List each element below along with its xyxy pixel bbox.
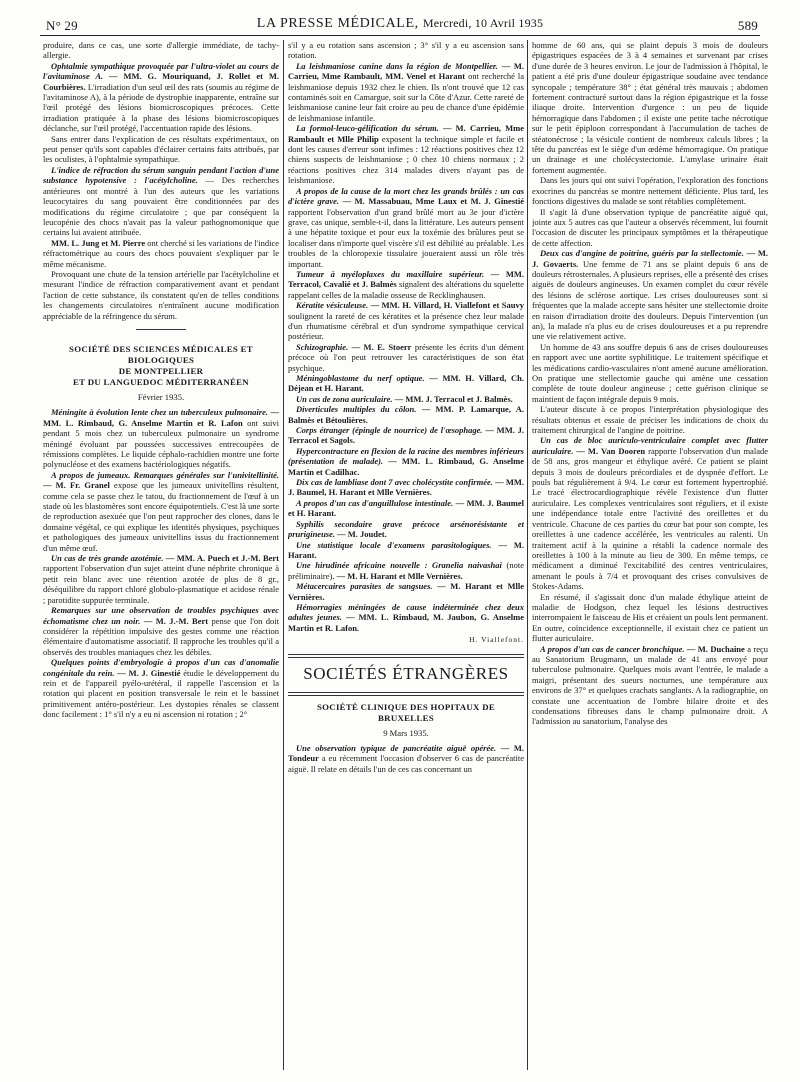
- column-divider: [283, 40, 284, 1070]
- communication-authors: — M. Van Dooren: [576, 445, 646, 456]
- communication-authors: — M. H. Harant et Mlle Vernières.: [336, 570, 463, 581]
- section-rule: [136, 329, 186, 330]
- communication-text: rapportent l'observation d'un sujet atteint d'une néphrite chronique à petit rein blanc avec une rétention azotée de plus de 8 gr., déséquilibre du rapport chloré globulo-plasmatique et acidose rénale ; parotidite suppurée terminale.: [43, 563, 279, 605]
- communication: [288, 342, 524, 373]
- communication-text: a eu récemment l'occasion d'observer 6 cas de pancréatite aiguë. Il relate en détails l'un de ces cas concernant un: [288, 753, 524, 774]
- communication-title: Diverticules multiples du côlon.: [296, 404, 417, 415]
- communication: [43, 657, 279, 719]
- communication-text: étudie le développement du rein et de l'appareil pyélo-urétéral, il rappelle l'ascension et la rotation qui placent en position transversale le rein et le bassinet primitivement antéro-postérieur. Les dystopies rénales se classent donc facilement : 1° s'il n'y a eu ni ascension ni rotation ; 2°: [43, 667, 279, 720]
- communication-text: a reçu au Sanatorium Brugmann, un malade de 41 ans envoyé pour tuberculose pulmonaire. Quelques mois avant l'entrée, le malade a maigri, présentant des sueurs nocturnes, une température aux environs de 37° et quelques crachats sanglants. A la radiographie, on constate une accentuation de l'ombre hilaire droite et des condensations fibreuses dans le champ pulmonaire droit. A l'admission au sanatorium, l'analyse des: [532, 643, 768, 727]
- communication-authors: — M. Joudet.: [337, 529, 387, 540]
- communication: [43, 605, 279, 657]
- communication-title: Une statistique locale d'examens parasitologiques.: [296, 539, 492, 550]
- issue-date: Mercredi, 10 Avril 1935: [422, 16, 544, 30]
- communication-authors: — M. J. Govaerts.: [532, 248, 768, 269]
- communication-text: expose que les jumeaux univitellins résultent, comme cela se passe chez le tatou, du fractionnement de l'œuf à un stade où les blastomères sont encore équipotentiels. C'est là une sorte de reproduction asexuée que l'on peut rapprocher des clones, dans le domaine végétal, ce qui explique les identités physiques, psychiques et pathologiques des jumeaux univitellins issus du fractionnement d'un même œuf.: [43, 480, 279, 553]
- communication-text: présente les écrits d'un dément précoce où l'on peut retrouver les caractéristiques de son état psychique.: [288, 341, 524, 373]
- communication: [288, 540, 524, 561]
- communication-title: Schizographie.: [296, 341, 349, 352]
- communication-title: A propos d'un cas d'anguillulose intestinale.: [296, 497, 454, 508]
- communication-text: soulignent la rareté de ces kératites et la présence chez leur malade d'un rhumatisme cérébral et d'un syndrome sympathique cervical postérieur.: [288, 310, 524, 342]
- communication-title: Méningoblastome du nerf optique.: [296, 373, 425, 383]
- communication-title: Une hirudinée africaine nouvelle : Granelia naivashai: [296, 560, 502, 571]
- communication-authors: — MM. J. Baumel et H. Harant.: [288, 497, 524, 519]
- communication-title: L'indice de réfraction du sérum sanguin pendant l'action d'une substance hypotensive : l'acétylcholine.: [43, 164, 279, 186]
- communication-text: pense que l'on doit considérer la répétition impulsive des gestes comme une réaction élémentaire d'automatisme associatif. Il rapproche les troubles qu'il a observés des troubles maniaques chez les débiles.: [43, 615, 279, 657]
- paragraph: homme de 60 ans, qui se plaint depuis 3 mois de douleurs épigastriques espacées de 3 à 4 semaines et survenant par crises d'une durée de 3 heures environ. Le jour de l'admission à l'hôpital, le patient a été pris d'une douleur épigastrique soudaine avec tendance syncopale ; température 38° ; état général très mauvais ; abdomen fortement contracturé surtout dans la région épigastrique et la fosse iliaque droite. Intervention d'urgence : un peu de liquide hémorragique dans l'abdomen ; il existe une petite tache nécrotique sur le petit épiploon correspondant à l'accumulation de taches de stéatonécrose ; la vésicule contient de nombreux calculs libres ; la tête du pancréas est le siège d'un œdème hémorragique. On pratique un drainage et une cholécystectomie. L'amylase urinaire était fortement augmentée.: [532, 40, 768, 175]
- communication-text: L'irradiation d'un seul œil des rats (soumis au régime de l'avitaminose A), à la période de dystrophie inapparente, entraîne sur l'œil protégé des lésions biomicroscopiques précoces. Cette irradiation pratiquée à la phase des lésions biomicroscopiques déclanche, sur l'œil protégé, l'accentuation rapide des lésions.: [43, 81, 279, 134]
- communication-authors: — M. Duchaine: [686, 643, 745, 654]
- communication-authors: — M. Harant.: [288, 539, 524, 560]
- paragraph: Il s'agit là d'une observation typique de pancréatite aiguë qui, jointe aux 5 autres cas que l'auteur a observés récemment, lui fournit l'occasion de discuter les principaux symptômes et la thérapeutique de cette affection.: [532, 206, 768, 248]
- header-rule: [40, 35, 760, 36]
- communication: [288, 477, 524, 498]
- communication-title: La leishmaniose canine dans la région de Montpellier.: [296, 60, 498, 71]
- column-2: [288, 40, 524, 1070]
- communication: [288, 446, 524, 477]
- communication-authors: — M. Massabuau, Mme Laux et M. J. Ginestié: [342, 196, 524, 207]
- communication-text: — Des recherches antérieures ont montré à l'un des auteurs que les variations leucocytaires du sang pouvaient être conditionnées par des modifications du régime circulatoire ; que par conséquent la leucopénie des chocs n'avait pas la valeur pathognomonique que certains lui avaient attribuée.: [43, 175, 279, 238]
- paragraph: Un homme de 43 ans souffre depuis 6 ans de crises douloureuses en rapport avec une aortite syphilitique. Le traitement spécifique et les médications cardio-vasculaires n'ont amené aucune amélioration. On pratique une stellectomie gauche qui amène une cessation complète de toute douleur angineuse ; cette guérison clinique se maintient de façon intégrale depuis 9 mois.: [532, 341, 768, 404]
- society-heading: [43, 344, 279, 388]
- communication-title: Remarques sur une observation de troubles psychiques avec échomatisme chez un noir.: [43, 605, 279, 626]
- paragraph: Sans entrer dans l'explication de ces résultats expérimentaux, on peut penser qu'ils sont capables d'éclairer certains faits attribués, par les oculistes, à l'ophtalmie sympathique.: [43, 133, 279, 165]
- communication-authors: — MM. Terracol, Cavalié et J. Balmès: [288, 268, 524, 290]
- communication-title: Un cas de zona auriculaire.: [296, 393, 393, 404]
- communication-authors: — M. J.-M. Bert: [143, 615, 209, 626]
- communication-authors: — M. J. Ginestié: [117, 667, 181, 678]
- communication-title: A propos d'un cas de cancer bronchique.: [540, 643, 685, 654]
- communication-authors: — M. Tondeur: [288, 742, 524, 764]
- communication: [532, 248, 768, 342]
- page-number: 589: [737, 18, 758, 33]
- column-3: [532, 40, 768, 1070]
- section-heading: SOCIÉTÉS ÉTRANGÈRES: [303, 663, 509, 683]
- communication-authors: — MM. L. Rimbaud, M. Jaubon, G. Anselme Martin et R. Lafon.: [288, 612, 524, 633]
- communication: [288, 123, 524, 185]
- communication-authors: — MM. J. Baumel, H. Harant et Mlle Vernières.: [288, 477, 524, 498]
- communication-authors: — MM. J. Terracol et Sagols.: [288, 425, 524, 446]
- paragraph: Provoquant une chute de la tension artérielle par l'acétylcholine et mesurant l'indice de réfraction comparativement avant et pendant l'action de cette substance, ils constatent qu'en de telles conditions les changements circulatoires n'entraînent aucune modification appréciable de la réfringence du sérum.: [43, 268, 279, 321]
- communication-title: La formol-leuco-gélification du sérum.: [296, 123, 439, 134]
- communication-authors: — MM. P. Lamarque, A. Balmès et Bétoulières.: [288, 404, 524, 425]
- communication: [532, 435, 768, 591]
- paragraph: s'il y a eu rotation sans ascension ; 3° s'il y a eu ascension sans rotation.: [288, 40, 524, 61]
- communication-authors: — MM. L. Rimbaud, G. Anselme Martin et R. Lafon: [43, 407, 279, 428]
- communication: [288, 186, 524, 269]
- communication-text: signalent des altérations du squelette rappelant celles de la maladie osseuse de Recklinghausen.: [288, 279, 524, 300]
- paragraph: En résumé, il s'agissait donc d'un malade éthylique atteint de maladie de Hodgson, chez lequel les lésions destructives interrompaient le faisceau de His et créaient un pouls lent permanent. En outre, coïncidence exceptionnelle, il existait chez ce patient un flutter auriculaire.: [532, 591, 768, 644]
- session-date: Février 1935.: [137, 391, 185, 402]
- communication: [288, 394, 524, 404]
- society-heading: SOCIÉTÉ CLINIQUE DES HOPITAUX DE BRUXELLES: [316, 701, 496, 723]
- communication-authors: — M. Fr. Granel: [43, 480, 110, 491]
- journal-title: [40, 16, 760, 32]
- communication-authors: — M. Carrieu, Mme Rambault et Mlle Philip: [288, 123, 524, 144]
- society-heading-line: SOCIÉTÉ DES SCIENCES MÉDICALES ET BIOLOGIQUES: [69, 343, 253, 365]
- communication: [43, 553, 279, 605]
- communication: [288, 602, 524, 633]
- communication: [288, 61, 524, 123]
- communication: [288, 560, 524, 581]
- communication: [288, 519, 524, 540]
- communication-title: Hypercontracture en flexion de la racine des membres inférieurs (présentation de malade).: [288, 445, 524, 467]
- page-header: [40, 14, 760, 36]
- communication-title: Une observation typique de pancréatite aiguë opérée.: [296, 742, 497, 753]
- society-heading-line: ET DU LANGUEDOC MÉDITERRANÉEN: [73, 376, 249, 387]
- communication-title: Ophtalmie sympathique provoquée par l'ultra-violet au cours de l'avitaminose A.: [43, 60, 279, 82]
- paragraph: [43, 238, 279, 269]
- communication-title: A propos de jumeaux. Remarques générales sur l'univitellinité.: [51, 469, 279, 480]
- paragraph: L'auteur discute à ce propos l'interprétation physiologique des résultats obtenus et essaie de préciser les indications de choix du traitement chirurgical de l'angine de poitrine.: [532, 404, 768, 436]
- section-rule: [288, 692, 524, 696]
- communication-title: Un cas de très grande azotémie.: [51, 553, 164, 564]
- communication-title: Deux cas d'angine de poitrine, guéris par la stellectomie.: [540, 248, 744, 259]
- communication-title: Un cas de bloc auriculo-ventriculaire complet avec flutter auriculaire.: [532, 435, 768, 456]
- paragraph: produire, dans ce cas, une sorte d'allergie immédiate, de tachy-allergie.: [43, 40, 279, 61]
- communication: [43, 407, 279, 469]
- communication: [288, 498, 524, 519]
- communication: [288, 300, 524, 342]
- communication: [288, 269, 524, 300]
- communication: [532, 644, 768, 727]
- communication-title: Syphilis secondaire grave précoce arsénorésistante et prurigineuse.: [288, 518, 524, 540]
- communication: [288, 425, 524, 446]
- communication-authors: — MM. H. Villard, H. Viallefont et Sauvy: [370, 300, 524, 311]
- column-1: [43, 40, 279, 1070]
- communication-title: Méningite à évolution lente chez un tuberculeux pulmonaire.: [51, 407, 268, 418]
- session-date: 9 Mars 1935.: [383, 727, 429, 738]
- communication-authors: — MM. G. Mouriquand, J. Rollet et M. Courbières.: [43, 71, 279, 92]
- society-heading-line: DE MONTPELLIER: [118, 365, 204, 376]
- communication-title: Métacercaires parasites de sangsues.: [296, 581, 433, 592]
- communication-text: ont cherché si les variations de l'indice réfractométrique au cours des chocs pouvaient s'expliquer par le même mécanisme.: [43, 237, 279, 269]
- communication: [43, 165, 279, 238]
- communication: [288, 743, 524, 774]
- communication-text: ont suivi pendant 5 mois chez un tuberculeux pulmonaire un syndrome méningé évoluant par poussées successives entrecoupées de rémissions complètes. Le liquide céphalo-rachidien montre une forte polynucléose et des examens bactériologiques négatifs.: [43, 417, 279, 470]
- communication-note: (note préliminaire).: [288, 560, 524, 581]
- journal-name: LA PRESSE MÉDICALE,: [256, 16, 419, 31]
- communication: [288, 404, 524, 425]
- communication: [288, 373, 524, 394]
- communication-title: Tumeur à myéloplaxes du maxillaire supérieur.: [296, 268, 485, 279]
- communication-title: Kératite vésiculeuse.: [296, 300, 369, 311]
- communication-text: Une femme de 71 ans se plaint depuis 6 ans de douleurs rétrosternales. A plusieurs reprises, elle a présenté des crises aiguës de douleurs angineuses. Un examen complet du cœur révèle des lésions de sclérose aortique. Les crises douloureuses sont si fréquentes que la malade accepte sans hésiter une stellectomie droite en raison d'irradiation droite des douleurs. Depuis l'intervention (un an), la malade n'a plus eu de crises douloureuses et a pu reprendre une vie relativement active.: [532, 258, 768, 342]
- communication-text: ont recherché la leishmaniose depuis 1932 chez le chien. Ils n'ont trouvé que 12 cas contaminés soit en Camargue, soit sur la Côte d'Azur. Cette rareté de leishmaniose canine leur fait croire au peu de chance d'une épidémie de leishmaniose infantile.: [288, 71, 524, 123]
- communication-authors: — M. E. Stoerr: [351, 341, 412, 352]
- communication-title: Corps étranger (épingle de nourrice) de l'œsophage.: [296, 425, 483, 436]
- report-signature: H. Viallefont.: [469, 635, 524, 645]
- column-divider: [527, 40, 528, 1070]
- communication-text: rapporte l'observation d'un malade de 58 ans, gros mangeur et éthylique avéré. Ce patient se plaint depuis 3 mois de douleurs précordiales et de dyspnée d'effort. Le pouls bat régulièrement à 9/4. Le cœur est fortement hypertrophié. Le tracé électrocardiographique révèle l'existence d'un flutter auriculaire. Les complexes ventriculaires sont réguliers, et il existe une indépendance totale entre l'activité des oreillettes et du ventricule. Chacune de ces parties du cœur bat pour son compte, les oreillettes à une cadence accélérée, les ventricules au ralenti. Un traitement actif à la quinine a rétabli la cadence normale des oreillettes à 100 à la minute au lieu de 300. En même temps, ce médicament a diminué l'excitabilité des centres ventriculaires, amenant le pouls à 7/4 et provoquant des crises convulsives de Stokes-Adams.: [532, 445, 768, 592]
- communication-text: rapportent l'observation d'un grand brûlé mort au 3e jour d'ictère grave, cas unique, semble-t-il, dans la littérature. Les auteurs pensent à une hépatite toxique et pour eux la toxémie des brûlures peut se localiser dans n'importe quel viscère s'il est débilité au préalable. Les troubles de la chloropexie tissulaire joueraient aussi un rôle très important.: [288, 206, 524, 269]
- communication-title: Quelques points d'embryologie à propos d'un cas d'anomalie congénitale du rein.: [43, 657, 279, 678]
- communication-authors: MM. L. Jung et M. Pierre: [51, 237, 146, 248]
- communication-authors: — M. Carrieu, Mme Rambault, MM. Venel et Harant: [288, 60, 524, 82]
- communication-authors: — M. Harant et Mlle Vernières.: [288, 581, 524, 602]
- section-rule: [288, 654, 524, 658]
- communication: [43, 61, 279, 134]
- communication-title: A propos de la cause de la mort chez les grands brûlés : un cas d'ictère grave.: [288, 185, 524, 207]
- paragraph: Dans les jours qui ont suivi l'opération, l'exploration des fonctions exocrines du pancréas se montre nettement déficiente. Plus tard, les fonctions digestives du malade se sont rétablies complètement.: [532, 175, 768, 207]
- communication-title: Dix cas de lambliase dont 7 avec cholécystite confirmée.: [296, 477, 493, 488]
- communication-text: exposent la technique simple et facile et dont les causes d'erreur sont infimes : 12 réactions positives chez 12 chiens suspects de leishmaniose ; 0 chez 10 chiens normaux ; 2 réactions positives chez 314 malades divers n'ayant pas de leishmaniose.: [288, 133, 524, 186]
- communication-authors: — MM. A. Puech et J.-M. Bert: [165, 553, 279, 564]
- communication-authors: — MM. L. Rimbaud, G. Anselme Martin et Cadilhac.: [288, 456, 524, 477]
- communication-authors: — MM. J. Terracol et J. Balmès.: [394, 393, 513, 404]
- communication: [43, 470, 279, 553]
- communication: [288, 581, 524, 602]
- issue-number: N° 29: [46, 18, 78, 33]
- communication-authors: — MM. H. Villard, Ch. Déjean et H. Harant.: [288, 373, 524, 394]
- communication-title: Hémorragies méningées de cause indéterminée chez deux adultes jeunes.: [288, 601, 524, 623]
